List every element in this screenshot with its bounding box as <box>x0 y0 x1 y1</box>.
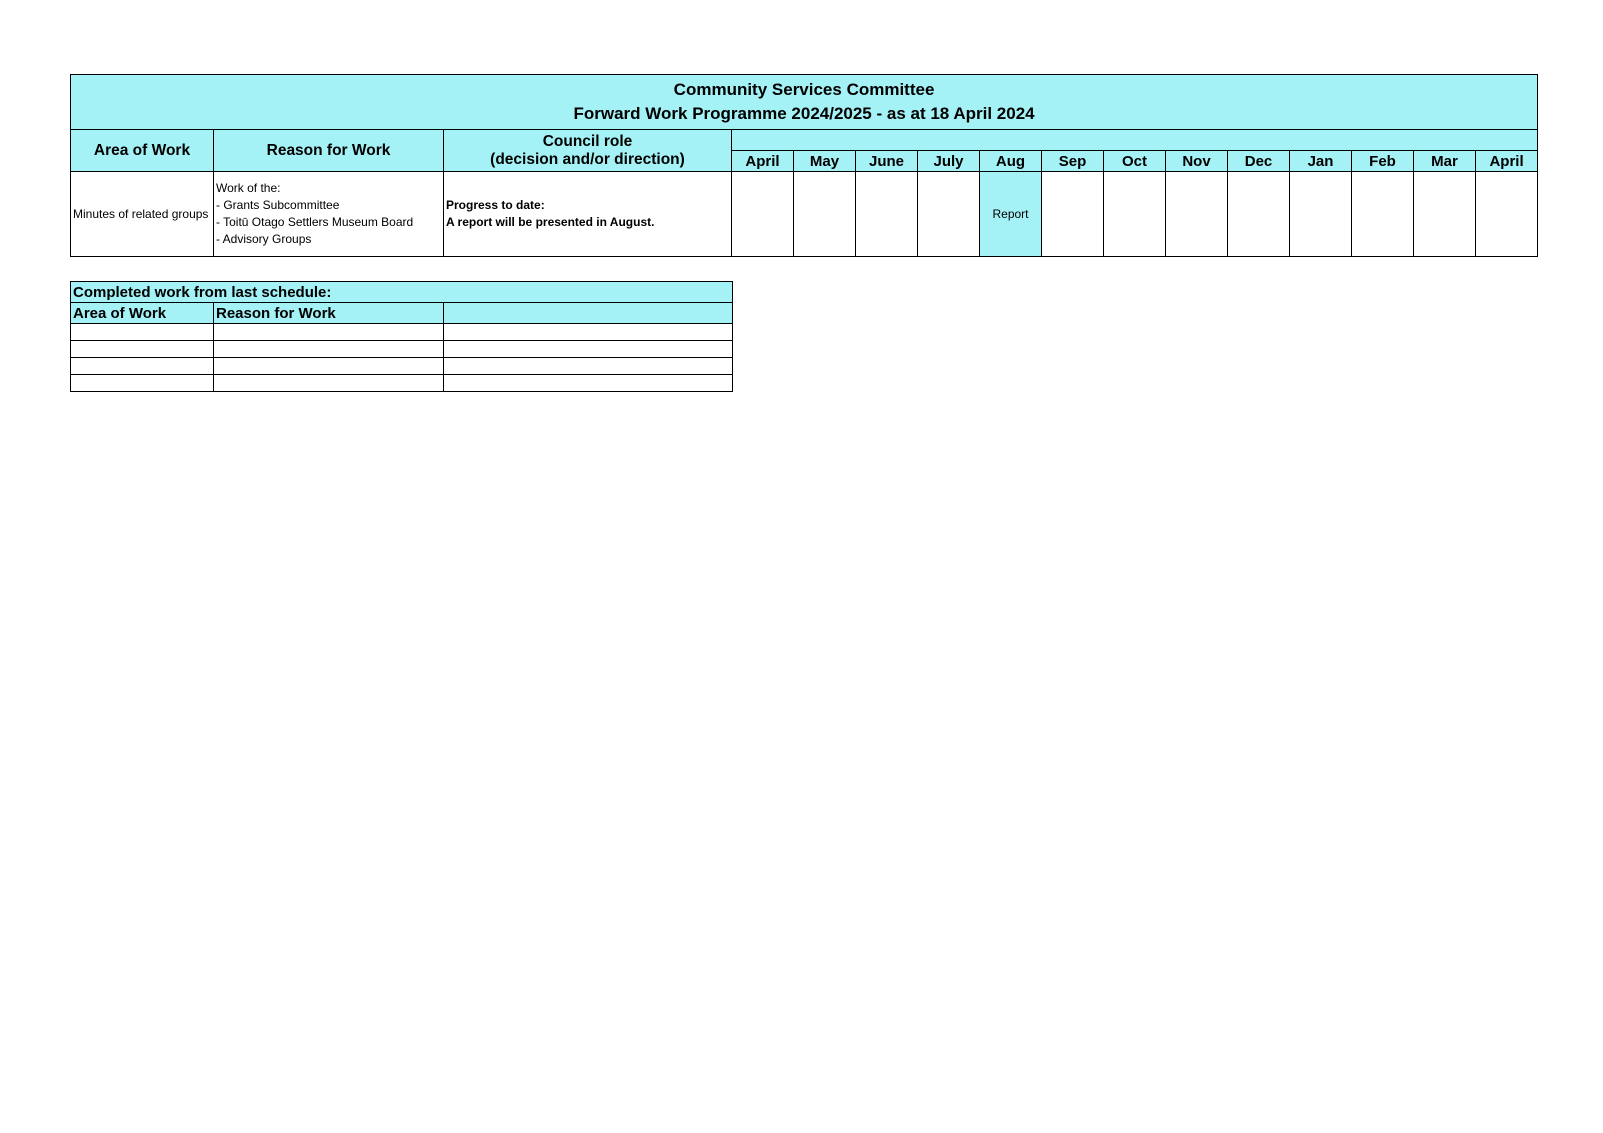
empty-cell <box>214 375 444 392</box>
table-row <box>71 375 733 392</box>
month-header: Feb <box>1352 151 1414 172</box>
schedule-cell <box>1166 172 1228 257</box>
reason-for-work-header: Reason for Work <box>214 130 444 172</box>
table-row <box>71 341 733 358</box>
month-header: April <box>1476 151 1538 172</box>
table-row <box>71 172 1538 257</box>
schedule-cell <box>1476 172 1538 257</box>
month-header: Aug <box>980 151 1042 172</box>
council-role-cell <box>444 172 732 257</box>
schedule-cell <box>1414 172 1476 257</box>
reason-line: Work of the: <box>216 181 281 195</box>
schedule-cell <box>1228 172 1290 257</box>
table-row <box>71 358 733 375</box>
schedule-cell-report: Report <box>980 172 1042 257</box>
month-header: June <box>856 151 918 172</box>
empty-cell <box>214 341 444 358</box>
area-cell: Minutes of related groups <box>71 172 214 257</box>
month-header: May <box>794 151 856 172</box>
empty-cell <box>71 358 214 375</box>
programme-title: Forward Work Programme 2024/2025 - as at 18 April 2024 <box>573 104 1035 123</box>
table-title <box>71 75 1538 130</box>
empty-cell <box>444 341 733 358</box>
area-of-work-header: Area of Work <box>71 130 214 172</box>
schedule-cell <box>918 172 980 257</box>
completed-header-row <box>71 303 733 324</box>
progress-label: Progress to date: <box>446 198 545 212</box>
completed-work-table <box>70 281 733 392</box>
reason-cell <box>214 172 444 257</box>
reason-line: - Grants Subcommittee <box>216 198 340 212</box>
council-role-header <box>444 130 732 172</box>
schedule-cell <box>794 172 856 257</box>
schedule-cell <box>1290 172 1352 257</box>
council-role-label: Council role <box>542 132 633 150</box>
schedule-cell <box>732 172 794 257</box>
council-role-sublabel: (decision and/or direction) <box>490 150 685 168</box>
months-group-header <box>732 130 1538 151</box>
month-header: Nov <box>1166 151 1228 172</box>
reason-line: - Toitū Otago Settlers Museum Board <box>216 215 414 229</box>
month-header: Oct <box>1104 151 1166 172</box>
empty-cell <box>444 324 733 341</box>
month-header: Jan <box>1290 151 1352 172</box>
completed-reason-header: Reason for Work <box>214 303 444 324</box>
schedule-cell <box>1104 172 1166 257</box>
month-header: July <box>918 151 980 172</box>
committee-title: Community Services Committee <box>673 80 935 99</box>
progress-text: A report will be presented in August. <box>446 215 655 229</box>
completed-third-header <box>444 303 733 324</box>
empty-cell <box>71 375 214 392</box>
empty-cell <box>214 324 444 341</box>
schedule-cell <box>1352 172 1414 257</box>
schedule-cell <box>856 172 918 257</box>
completed-area-header: Area of Work <box>71 303 214 324</box>
completed-work-title: Completed work from last schedule: <box>71 282 733 303</box>
empty-cell <box>444 375 733 392</box>
empty-cell <box>71 324 214 341</box>
empty-cell <box>71 341 214 358</box>
empty-cell <box>444 358 733 375</box>
table-row <box>71 324 733 341</box>
month-header: Mar <box>1414 151 1476 172</box>
month-header: Sep <box>1042 151 1104 172</box>
month-header: April <box>732 151 794 172</box>
forward-work-programme-table <box>70 74 1538 257</box>
month-header: Dec <box>1228 151 1290 172</box>
reason-line: - Advisory Groups <box>216 232 312 246</box>
schedule-cell <box>1042 172 1104 257</box>
empty-cell <box>214 358 444 375</box>
